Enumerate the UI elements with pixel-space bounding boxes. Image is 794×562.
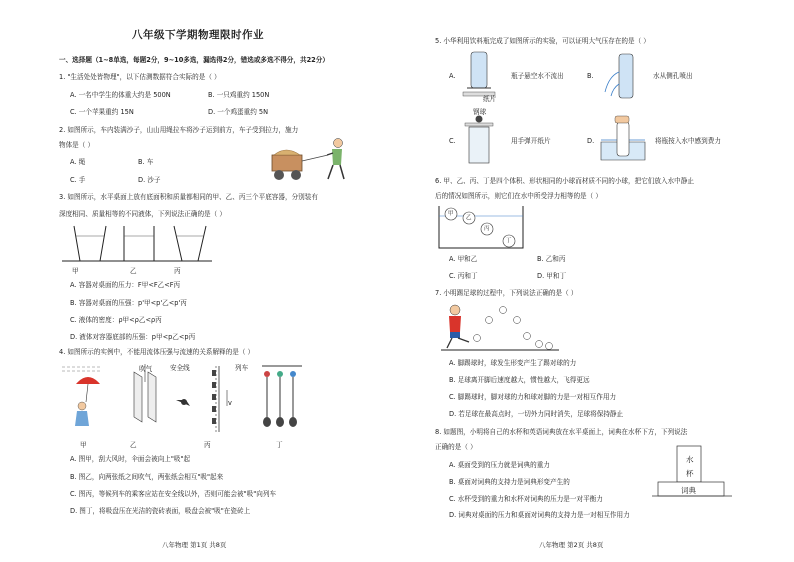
q5-option-b-label: B. <box>587 72 594 80</box>
bottle-in-water-figure <box>599 112 649 162</box>
page-footer: 八年物理 第1页 共8页 <box>162 541 227 549</box>
right-page <box>397 0 794 562</box>
q3-option-b: B. 容器对桌面的压强：p'甲<p'乙<p'丙 <box>70 299 187 307</box>
q3-option-a: A. 容器对桌面的压力：F甲<F乙<F丙 <box>70 281 181 289</box>
q4-option-d: D. 图丁，将吸盘压在光洁的瓷砖表面，吸盘会被"吸"在瓷砖上 <box>70 507 251 515</box>
q8-option-c: C. 水杯受到的重力和水杯对词典的压力是一对平衡力 <box>449 495 603 503</box>
q4-option-b: B. 图乙，向两张纸之间吹气，两张纸会相互"吸"起来 <box>70 473 224 481</box>
q8-option-d: D. 词典对桌面的压力和桌面对词典的支持力是一对相互作用力 <box>449 511 630 519</box>
q7-option-a: A. 脚踢球时，球发生形变产生了踢对球的力 <box>449 359 577 367</box>
q8-option-a: A. 桌面受到的压力就是词典的重力 <box>449 461 550 469</box>
fluid-pressure-figures <box>62 362 302 437</box>
q6-ball-ding: 丁 <box>506 238 512 244</box>
q5-option-d-text: 将瓶按入水中感到费力 <box>655 137 721 145</box>
q5-option-c-text: 用手弹开纸片 <box>511 137 551 145</box>
q6-option-d: D. 甲和丁 <box>537 272 567 280</box>
q8-stem-cont: 正确的是（ ） <box>435 443 477 451</box>
q2-option-d: D. 沙子 <box>138 176 161 184</box>
q6-stem: 6. 甲、乙、丙、丁是四个体积、形状相同的小球而材质不同的小球，把它们放入水中静止 <box>435 177 694 185</box>
q1-option-b: B. 一只鸡重约 150N <box>208 91 270 99</box>
q3-stem-cont: 深度相同、质量相等的不同液体，下列说法正确的是（ ） <box>59 210 226 218</box>
cart-pulling-figure <box>266 135 351 185</box>
q6-ball-jia: 甲 <box>448 211 454 217</box>
q6-ball-yi: 乙 <box>466 215 472 221</box>
q5-stem: 5. 小华利用饮料瓶完成了如图所示的实验，可以证明大气压存在的是（ ） <box>435 37 650 45</box>
three-containers-figure <box>62 222 212 267</box>
q5-option-a-text: 瓶子悬空水不流出 <box>511 72 564 80</box>
q1-option-a: A. 一名中学生的体重大约是 500N <box>70 91 171 99</box>
q8-cup-label-1: 水 <box>686 455 694 464</box>
q1-option-d: D. 一个鸡蛋重约 5N <box>208 108 269 116</box>
q4-safety-line-label: 安全线 <box>170 364 190 372</box>
q4-label-bing: 丙 <box>204 441 211 449</box>
ball-paper-figure <box>459 115 499 165</box>
q3-option-d: D. 液体对容器底部的压强：p甲<p乙<p丙 <box>70 333 196 341</box>
q7-option-c: C. 脚踢球时，脚对球的力和球对脚的力是一对相互作用力 <box>449 393 617 401</box>
q1-stem: 1. "生活处处皆物理"，以下估测数据符合实际的是（ ） <box>59 73 221 81</box>
q5-option-a-label: A. <box>449 72 456 80</box>
q4-option-a: A. 图甲，刮大风时，伞面会被向上"吸"起 <box>70 455 191 463</box>
q4-blow-label: 吹气 <box>139 365 153 373</box>
q3-stem: 3. 如图所示，水平桌面上放有底面积和质量都相同的甲、乙、丙三个平底容器，分别装有 <box>59 193 318 201</box>
q4-label-jia: 甲 <box>80 441 87 449</box>
bottle-side-holes-figure <box>599 52 641 102</box>
q6-option-b: B. 乙和丙 <box>537 255 566 263</box>
q6-option-a: A. 甲和乙 <box>449 255 478 263</box>
q4-option-c: C. 图丙，等候列车的乘客应站在安全线以外，否则可能会被"吸"向列车 <box>70 490 277 498</box>
q7-option-b: B. 足球离开脚后速度越大，惯性越大，飞得更远 <box>449 376 590 384</box>
q3-label-jia: 甲 <box>72 267 79 275</box>
q3-label-yi: 乙 <box>130 267 137 275</box>
q2-option-c: C. 手 <box>70 176 86 184</box>
q4-stem: 4. 如图所示的实例中，不能用流体压强与流速的关系解释的是（ ） <box>59 348 255 356</box>
q2-option-a: A. 绳 <box>70 158 86 166</box>
q5-option-b-text: 水从侧孔喷出 <box>653 72 693 80</box>
q8-option-b: B. 桌面对词典的支持力是词典形变产生的 <box>449 478 570 486</box>
q2-stem: 2. 如图所示，车内装满沙子，山山用绳拉车将沙子运到前方，车子受到拉力，施力 <box>59 126 299 134</box>
q6-stem-cont: 后的情况如图所示，则它们在水中所受浮力相等的是（ ） <box>435 192 602 200</box>
q2-option-b: B. 车 <box>138 158 154 166</box>
page-title: 八年级下学期物理限时作业 <box>132 29 264 41</box>
section-heading: 一、选择题（1~8单选，每题2分，9~10多选，漏选得2分，错选或多选不得分，共22分） <box>59 56 329 64</box>
q4-label-ding: 丁 <box>276 441 283 449</box>
q7-option-d: D. 若足球在最高点时，一切外力同时消失，足球将保持静止 <box>449 410 624 418</box>
q8-stem: 8. 如题图，小明将自己的水杯和英语词典放在水平桌面上，词典在水杯下方，下列说法 <box>435 428 688 436</box>
q3-label-bing: 丙 <box>174 267 181 275</box>
q5-ball-label: 钢球 <box>473 108 487 116</box>
q7-stem: 7. 小明踢足球的过程中，下列说法正确的是（ ） <box>435 289 578 297</box>
q1-option-c: C. 一个苹果重约 15N <box>70 108 134 116</box>
q4-velocity-label: v <box>228 399 232 407</box>
page-footer: 八年物理 第2页 共8页 <box>539 541 604 549</box>
q6-option-c: C. 丙和丁 <box>449 272 478 280</box>
q6-ball-bing: 丙 <box>484 226 490 232</box>
kicking-football-figure <box>441 302 561 352</box>
q2-stem-cont: 物体是（ ） <box>59 141 95 149</box>
q5-paper-label: 纸片 <box>483 95 497 103</box>
q8-cup-label-2: 杯 <box>686 469 694 478</box>
q4-train-label: 列车 <box>235 364 249 372</box>
q3-option-c: C. 液体的密度：ρ甲<ρ乙<ρ丙 <box>70 316 162 324</box>
q5-option-d-label: D. <box>587 137 595 145</box>
q4-label-yi: 乙 <box>130 441 137 449</box>
q5-option-c-label: C. <box>449 137 456 145</box>
q8-book-label: 词典 <box>681 486 696 495</box>
